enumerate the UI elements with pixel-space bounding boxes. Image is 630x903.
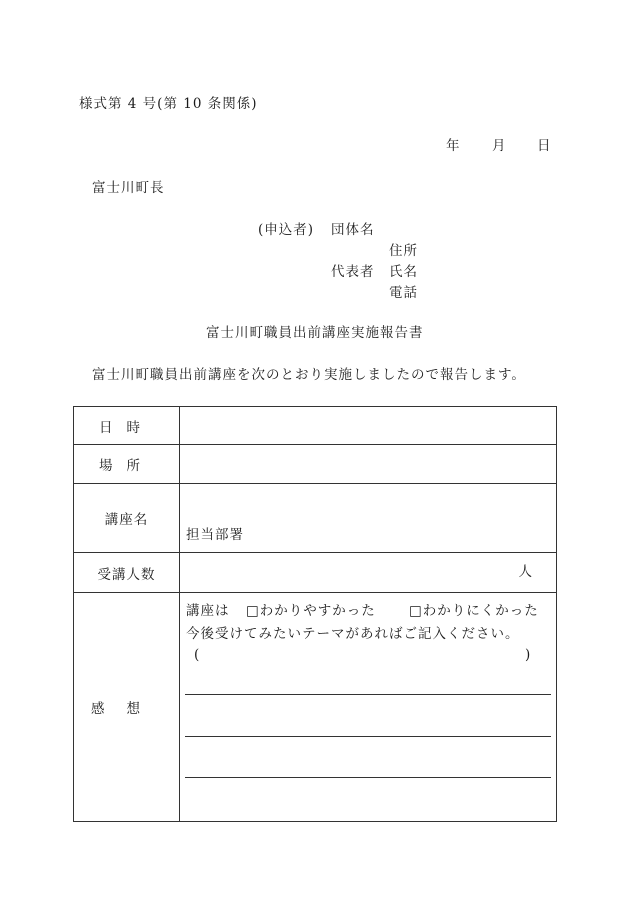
phone-label: 電話 (389, 285, 418, 301)
representative-label: 代表者 (331, 264, 375, 280)
date-year-label: 年 (446, 138, 460, 154)
attendees-label: 受講人数 (97, 566, 156, 583)
group-name-label: 団体名 (331, 222, 375, 238)
option-easy-checkbox[interactable]: □わかりやすかった (246, 603, 376, 619)
date-day-label: 日 (537, 138, 551, 154)
table-row (74, 484, 557, 553)
report-table (73, 406, 557, 822)
table-row (74, 553, 557, 593)
table-row (74, 445, 557, 484)
table-row (74, 407, 557, 445)
date-month-label: 月 (492, 138, 506, 154)
address-label: 住所 (389, 243, 418, 259)
table-row (74, 593, 557, 822)
impression-lead: 講座は (186, 603, 230, 619)
department-label: 担当部署 (186, 527, 244, 543)
applicant-label: (申込者) (258, 222, 315, 238)
write-line-3[interactable] (185, 777, 551, 778)
attendees-label-cell (74, 553, 180, 593)
paren-close: ) (525, 647, 531, 663)
form-number: 様式第 4 号(第 10 条関係) (79, 96, 258, 112)
write-line-1[interactable] (185, 694, 551, 695)
lecture-label-cell (74, 484, 180, 553)
datetime-field[interactable] (180, 407, 557, 445)
place-label-cell (74, 445, 180, 484)
impression-label: 感想 (91, 701, 162, 717)
attendees-field[interactable] (180, 553, 557, 593)
name-label: 氏名 (389, 264, 418, 280)
lecture-label: 講座名 (104, 512, 149, 528)
place-field[interactable] (180, 445, 557, 484)
write-line-2[interactable] (185, 736, 551, 737)
theme-request-text: 今後受けてみたいテーマがあればご記入ください。 (186, 626, 520, 642)
place-label: 場所 (99, 458, 154, 474)
lecture-field[interactable] (180, 484, 557, 553)
impression-field (180, 593, 557, 822)
addressee: 富士川町長 (92, 180, 165, 196)
document-title: 富士川町職員出前講座実施報告書 (206, 325, 424, 341)
datetime-label: 日時 (99, 419, 154, 436)
datetime-label-cell (74, 407, 180, 445)
intro-text: 富士川町職員出前講座を次のとおり実施しましたので報告します。 (92, 367, 526, 383)
attendees-unit: 人 (518, 564, 532, 580)
paren-open: ( (194, 647, 200, 663)
impression-label-cell (74, 593, 180, 822)
option-hard-checkbox[interactable]: □わかりにくかった (409, 603, 539, 619)
